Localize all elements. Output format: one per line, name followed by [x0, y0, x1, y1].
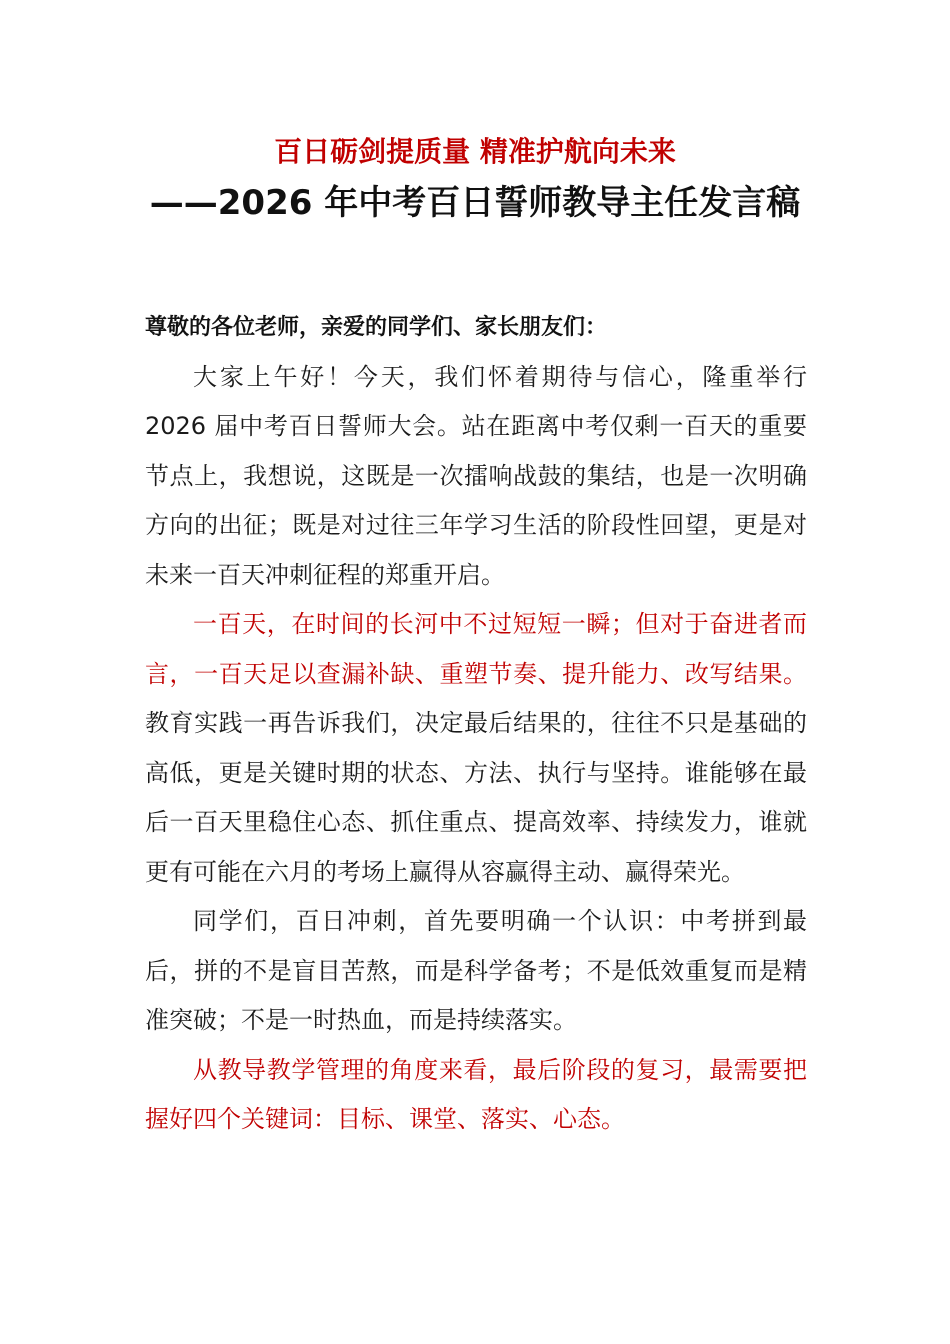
paragraph-2	[145, 600, 807, 897]
document-body	[145, 303, 807, 1145]
paragraph-1: 大家上午好！今天，我们怀着期待与信心，隆重举行 2026 届中考百日誓师大会。站在距离中考仅剩一百天的重要节点上，我想说，这既是一次擂响战鼓的集结，也是一次明确方向的出征；既是对过往三年学习生活的阶段性回望，更是对未来一百天冲刺征程的郑重开启。	[145, 362, 807, 589]
paragraph-3: 同学们，百日冲刺，首先要明确一个认识：中考拼到最后，拼的不是盲目苦熬，而是科学备考；不是低效重复而是精准突破；不是一时热血，而是持续落实。	[145, 907, 807, 1034]
paragraph-2-highlight: 一百天，在时间的长河中不过短短一瞬；但对于奋进者而言，一百天足以查漏补缺、重塑节奏、提升能力、改写结果。	[145, 610, 807, 688]
paragraph-2-text: 教育实践一再告诉我们，决定最后结果的，往往不只是基础的高低，更是关键时期的状态、方法、执行与坚持。谁能够在最后一百天里稳住心态、抓住重点、提高效率、持续发力，谁就更有可能在六月的考场上赢得从容赢得主动、赢得荣光。	[145, 709, 807, 886]
salutation: 尊敬的各位老师，亲爱的同学们、家长朋友们：	[145, 315, 608, 340]
document-subtitle: ——2026 年中考百日誓师教导主任发言稿	[149, 183, 801, 223]
document-title: 百日砺剑提质量 精准护航向未来	[274, 135, 676, 168]
paragraph-4: 从教导教学管理的角度来看，最后阶段的复习，最需要把握好四个关键词：目标、课堂、落实、心态。	[145, 1055, 807, 1133]
